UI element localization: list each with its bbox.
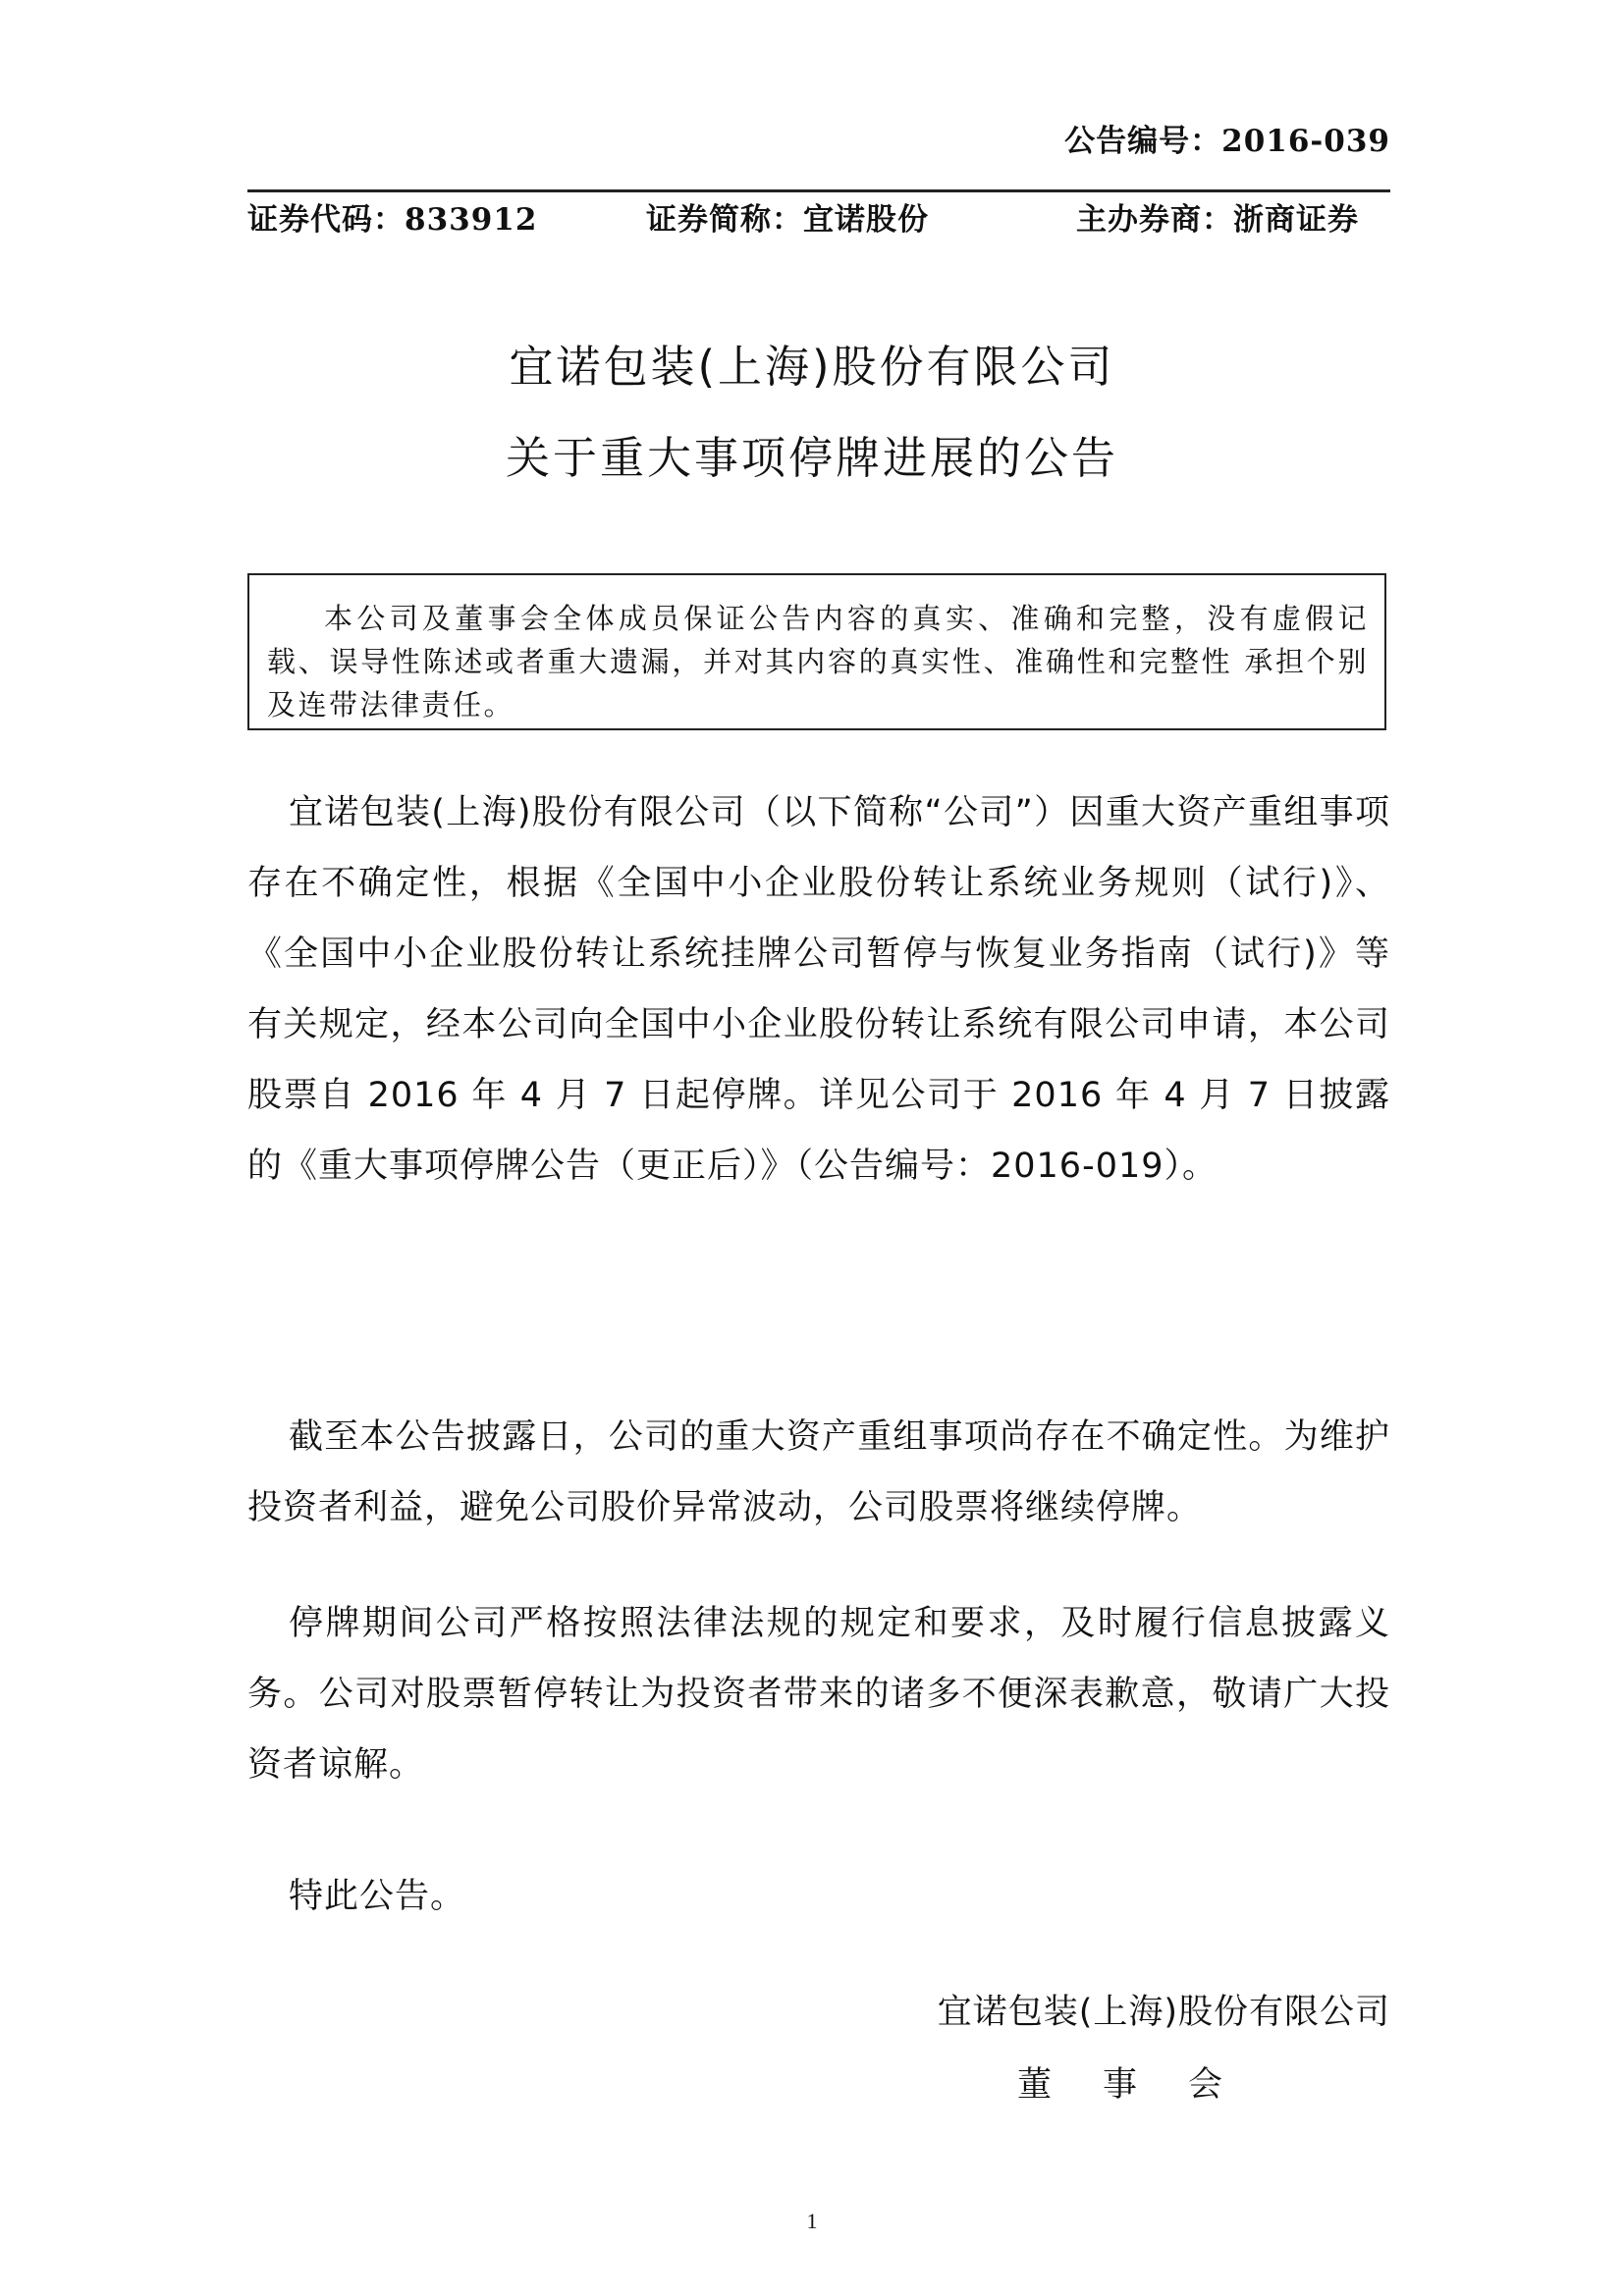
document-title-subject: 关于重大事项停牌进展的公告	[505, 432, 1118, 484]
closing-statement: 特此公告。	[289, 1877, 466, 1916]
signature-company: 宜诺包装(上海)股份有限公司	[937, 1993, 1390, 2032]
announcement-number: 公告编号：2016-039	[1064, 124, 1390, 159]
body-paragraph: 停牌期间公司严格按照法律法规的规定和要求，及时履行信息披露义务。公司对股票暂停转让为投资者带来的诸多不便深表歉意，敬请广大投资者谅解。	[247, 1604, 1390, 1785]
header-divider	[247, 189, 1390, 192]
document-title-company: 宜诺包装(上海)股份有限公司	[509, 341, 1115, 393]
security-code: 证券代码：833912	[247, 202, 538, 238]
disclaimer-text: 本公司及董事会全体成员保证公告内容的真实、准确和完整，没有虚假记载、误导性陈述或者重大遗漏，并对其内容的真实性、准确性和完整性 承担个别及连带法律责任。	[267, 602, 1369, 721]
sponsor-broker: 主办券商：浙商证券	[1076, 202, 1359, 238]
body-paragraph: 截至本公告披露日，公司的重大资产重组事项尚存在不确定性。为维护投资者利益，避免公司股价异常波动，公司股票将继续停牌。	[247, 1417, 1390, 1527]
signature-board: 董事会	[1017, 2065, 1274, 2105]
disclaimer-box	[247, 573, 1386, 730]
body-paragraph: 宜诺包装(上海)股份有限公司（以下简称“公司”）因重大资产重组事项存在不确定性，根据《全国中小企业股份转让系统业务规则（试行)》、《全国中小企业股份转让系统挂牌公司暂停与恢复业务指南（试行)》等有关规定，经本公司向全国中小企业股份转让系统有限公司申请，本公司股票自 2016 年 4 月 7 日起停牌。详见公司于 2016 年 4 月 7 日披露的《重大事项停牌公告（更正后）》（公告编号：2016-019）。	[247, 793, 1390, 1186]
security-name: 证券简称：宜诺股份	[646, 202, 929, 238]
page-number: 1	[806, 2209, 818, 2233]
